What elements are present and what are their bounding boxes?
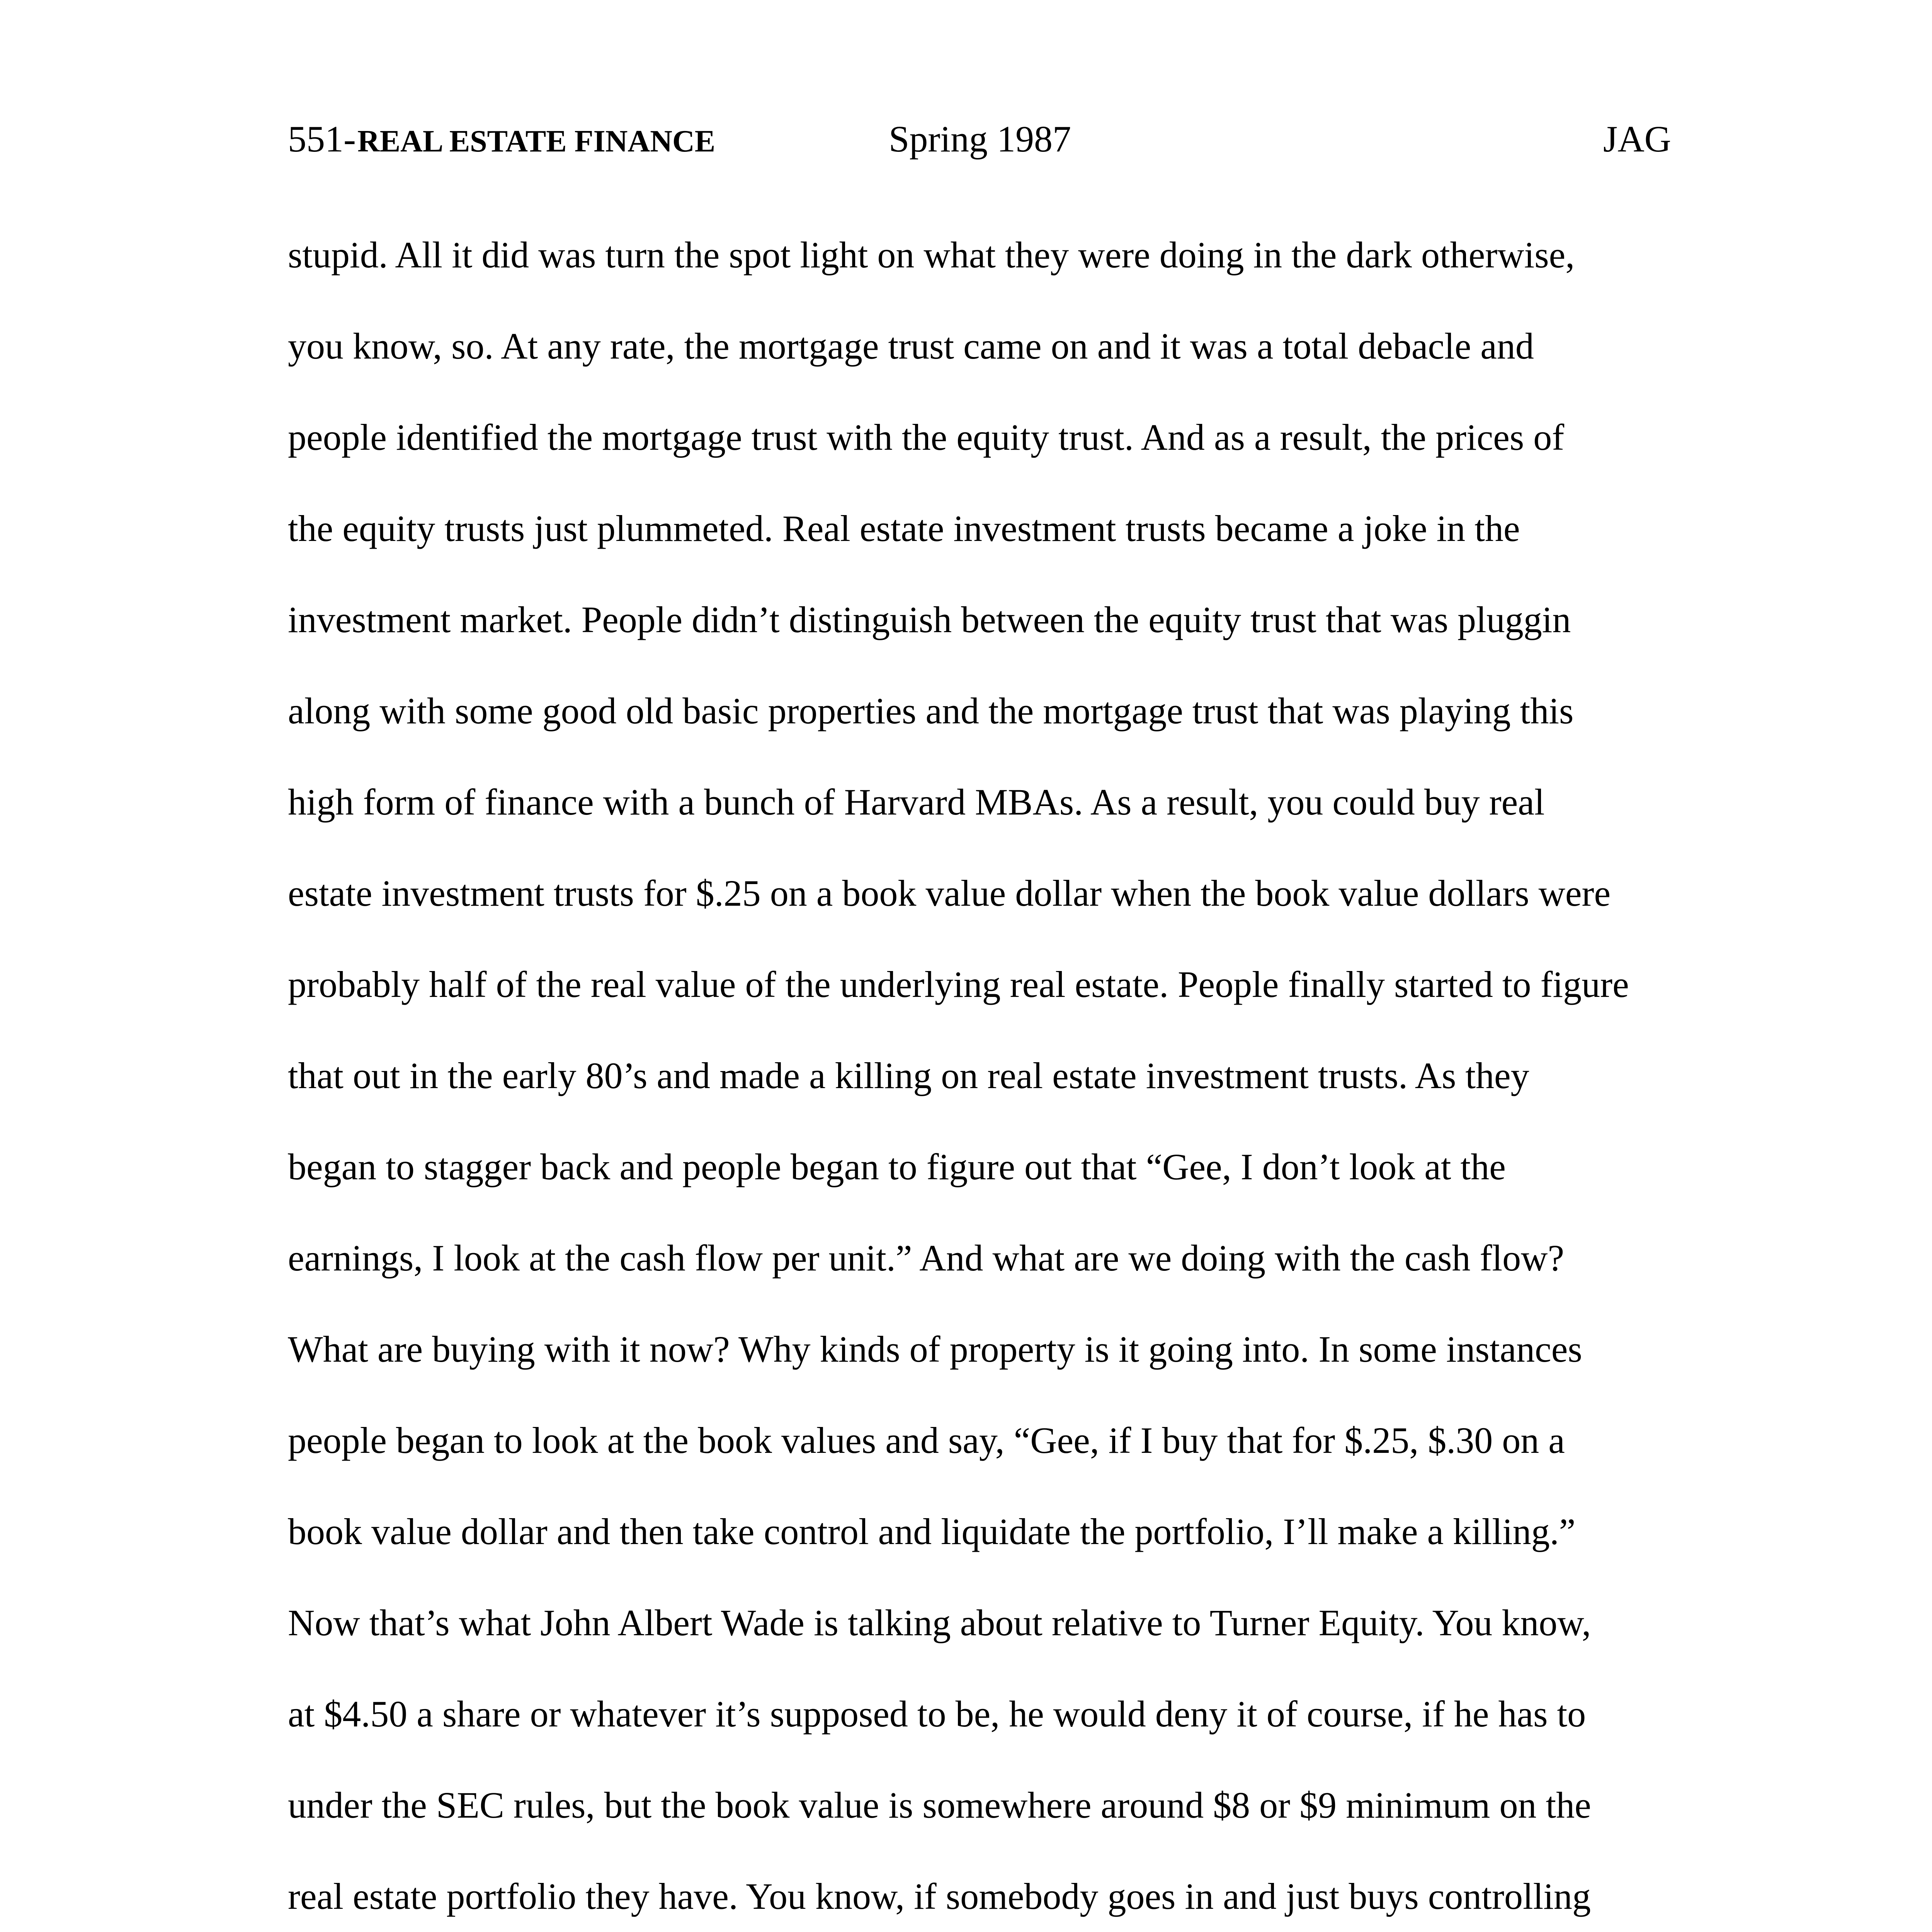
text-line: book value dollar and then take control and liquidate the portfolio, I’ll make a killing.” — [288, 1511, 1576, 1552]
page-header — [288, 116, 1671, 170]
text-line: you know, so. At any rate, the mortgage trust came on and it was a total debacle and — [288, 325, 1534, 367]
transcript-body — [288, 232, 1694, 1932]
text-line: began to stagger back and people began to figure out that “Gee, I don’t look at the — [288, 1146, 1506, 1187]
text-line: that out in the early 80’s and made a killing on real estate investment trusts. As they — [288, 1055, 1529, 1096]
text-line: people identified the mortgage trust with the equity trust. And as a result, the prices of — [288, 417, 1565, 458]
header-course — [288, 116, 715, 173]
text-line: the equity trusts just plummeted. Real estate investment trusts became a joke in the — [288, 508, 1520, 549]
header-term: Spring 1987 — [889, 118, 1071, 160]
text-line: under the SEC rules, but the book value is somewhere around $8 or $9 minimum on the — [288, 1784, 1591, 1826]
text-line: probably half of the real value of the underlying real estate. People finally started to figure — [288, 964, 1629, 1005]
text-line: real estate portfolio they have. You know, if somebody goes in and just buys controlling — [288, 1876, 1591, 1917]
header-course-number: 551- — [288, 118, 356, 160]
text-line: What are buying with it now? Why kinds of property is it going into. In some instances — [288, 1328, 1582, 1370]
text-line: people began to look at the book values and say, “Gee, if I buy that for $.25, $.30 on a — [288, 1420, 1565, 1461]
header-course-title: REAL ESTATE FINANCE — [357, 124, 716, 158]
header-initials: JAG — [1603, 118, 1671, 160]
text-line: at $4.50 a share or whatever it’s supposed to be, he would deny it of course, if he has to — [288, 1693, 1586, 1735]
text-line: along with some good old basic properties and the mortgage trust that was playing this — [288, 690, 1574, 731]
text-line: estate investment trusts for $.25 on a book value dollar when the book value dollars were — [288, 872, 1611, 914]
text-line: stupid. All it did was turn the spot light on what they were doing in the dark otherwise, — [288, 234, 1575, 276]
text-line: earnings, I look at the cash flow per unit.” And what are we doing with the cash flow? — [288, 1237, 1565, 1279]
text-line: Now that’s what John Albert Wade is talking about relative to Turner Equity. You know, — [288, 1602, 1591, 1643]
text-line: investment market. People didn’t distinguish between the equity trust that was pluggin — [288, 599, 1571, 640]
text-line: high form of finance with a bunch of Harvard MBAs. As a result, you could buy real — [288, 781, 1545, 823]
